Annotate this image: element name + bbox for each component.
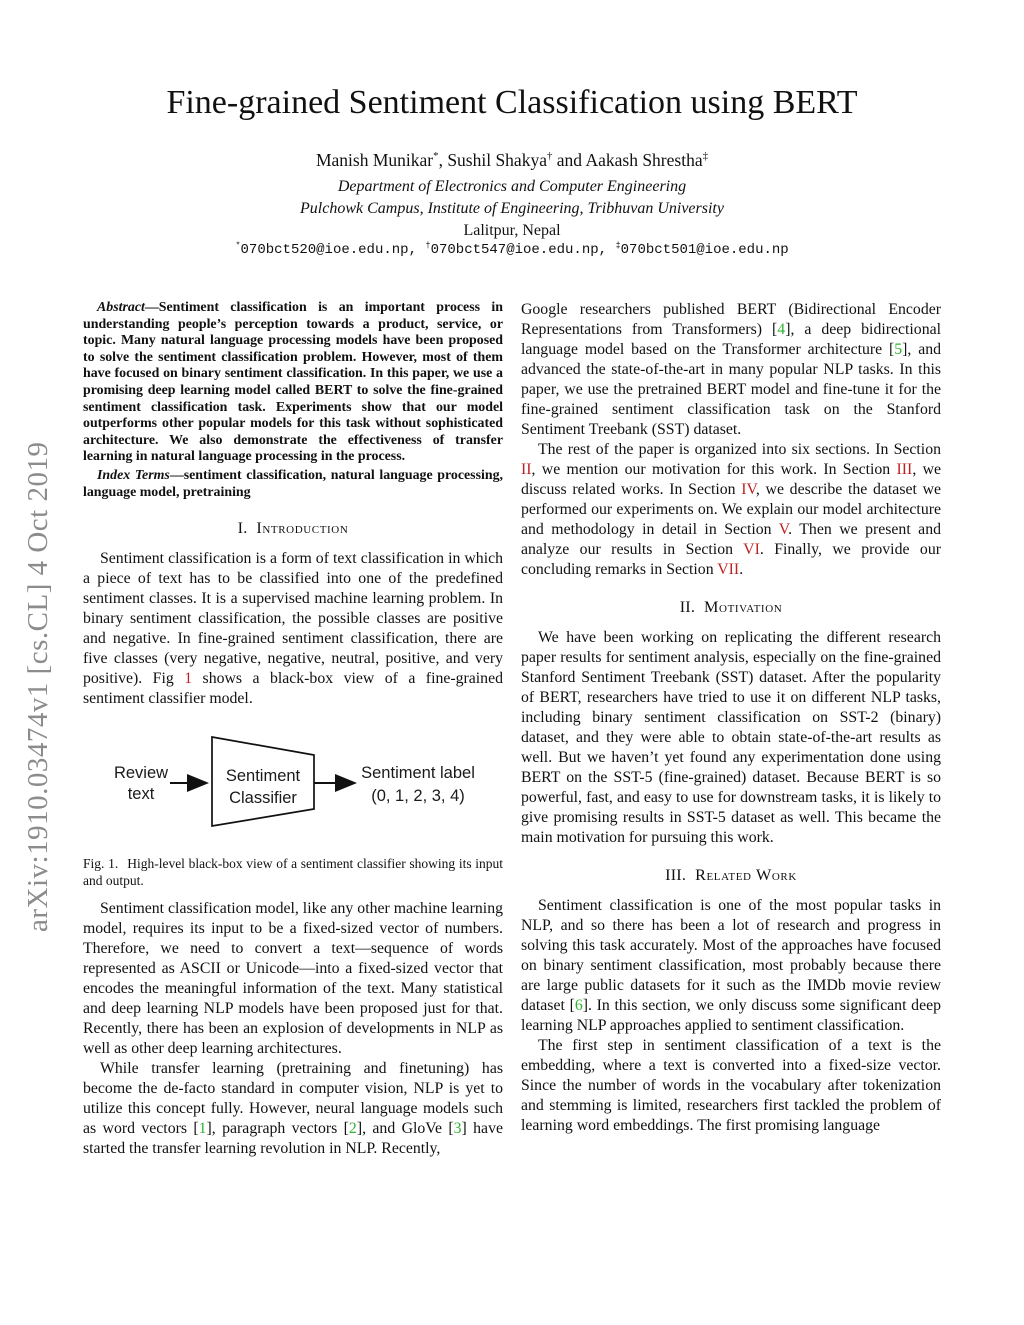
section-number: I. — [237, 519, 248, 538]
right-column — [521, 300, 941, 1136]
abstract-paragraph: Abstract—Sentiment classification is an important process in understanding people’s perception towards a product, service, or topic. Many natural language processing models have been proposed to solve the sentiment classification problem. However, most of them have focused on binary sentiment classification. In this paper, we use a promising deep learning model called BERT to solve the fine-grained sentiment classification task. Experiments show that our model outperforms other popular models for this task without sophisticated architecture. We also demonstrate the effectiveness of transfer learning in natural language processing in the process. — [83, 300, 503, 465]
section-title: Introduction — [256, 519, 349, 538]
intro-paragraph-4: Google researchers published BERT (Bidirectional Encoder Representations from Transformers) [4], a deep bidirectional language model based on the Transformer architecture [5], and advanced the state-of-the-art in many popular NLP tasks. In this paper, we use the pretrained BERT model and fine-tune it for the fine-grained sentiment classification task on the Stanford Sentiment Treebank (SST) dataset. — [521, 301, 941, 438]
paper-title: Fine-grained Sentiment Classification using BERT — [166, 84, 858, 121]
section-ref-link[interactable]: 1 — [184, 670, 193, 688]
figure-caption-text: High-level black-box view of a sentiment classifier showing its input and output. — [83, 856, 504, 889]
figure-input-label-line2: text — [127, 785, 155, 804]
section-heading-related-work — [521, 865, 941, 885]
citation-link[interactable]: 3 — [453, 1120, 462, 1138]
section-ref-link[interactable]: IV — [741, 481, 756, 498]
affiliation-location: Lalitpur, Nepal — [463, 222, 561, 239]
citation-link[interactable]: 6 — [574, 997, 583, 1014]
section-heading-introduction — [83, 518, 503, 538]
related-work-paragraph-1: Sentiment classification is one of the most popular tasks in NLP, and so there has been a lot of research and progress in solving this task accurately. Most of the approaches have focused on binary sentiment classification, most probably because there are large public datasets for it such as the IMDb movie review dataset [6]. In this section, we only discuss some significant deep learning NLP approaches applied to sentiment classification. — [521, 897, 941, 1034]
left-column — [83, 300, 503, 1159]
citation-link[interactable]: 2 — [348, 1120, 357, 1138]
author-names: Manish Munikar*, Sushil Shakya† and Aakash Shrestha‡ — [315, 150, 709, 170]
affiliation-institution: Pulchowk Campus, Institute of Engineering, Tribhuvan University — [300, 200, 724, 217]
paper-organization-paragraph: The rest of the paper is organized into six sections. In Section II, we mention our motivation for this work. In Section III, we discuss related works. In Section IV, we describe the dataset we performed our experiments on. We explain our model architecture and methodology in detail in Section V. Then we present and analyze our results in Section VI. Finally, we provide our concluding remarks in Section VII. — [521, 441, 941, 578]
figure-output-label-line1: Sentiment label — [361, 764, 475, 783]
intro-paragraph-2: Sentiment classification model, like any other machine learning model, requires its input to be a fixed-sized vector of numbers. Therefore, we need to convert a text—sequence of words represented as ASCII or Unicode—into a fixed-sized vector that encodes the meaningful information of the text. Many statistical and deep learning NLP models have been proposed just for that. Recently, there has been an explosion of developments in NLP as well as other deep learning architectures. — [83, 900, 503, 1058]
related-work-paragraph-2: The first step in sentiment classification of a text is the embedding, where a text is converted into a fixed-size vector. Since the number of words in the vocabulary after tokenization and stemming is limited, researchers first tackled the problem of learning word embeddings. The first promising language — [521, 1037, 941, 1134]
figure-box-label-line1: Sentiment — [225, 767, 301, 786]
section-ref-link[interactable]: VI — [743, 541, 760, 558]
figure-1 — [83, 725, 503, 889]
section-number: III. — [665, 866, 687, 884]
section-number: II. — [679, 598, 696, 616]
intro-paragraph-1: Sentiment classification is a form of text classification in which a piece of text has to be classified into one of the predefined sentiment classes. It is a supervised machine learning problem. In binary sentiment classification, the possible classes are positive and negative. In fine-grained sentiment classification, there are five classes (very negative, negative, neutral, positive, and very positive). Fig 1 shows a black-box view of a fine-grained sentiment classifier model. — [83, 550, 503, 708]
citation-link[interactable]: 1 — [198, 1120, 207, 1138]
figure-1-caption — [83, 855, 503, 889]
intro-paragraph-3: While transfer learning (pretraining and finetuning) has become the de-facto standard in computer vision, NLP is yet to utilize this concept fully. However, neural language models such as word vectors [1], paragraph vectors [2], and GloVe [3] have started the transfer learning revolution in NLP. Recently, — [83, 1060, 503, 1158]
section-ref-link[interactable]: III — [896, 461, 913, 478]
citation-link[interactable]: 5 — [894, 341, 903, 358]
figure-caption-number: Fig. 1. — [83, 856, 119, 872]
classifier-diagram — [83, 725, 503, 843]
arxiv-watermark: arXiv:1910.03474v1 [cs.CL] 4 Oct 2019 — [22, 441, 54, 932]
index-terms-paragraph: Index Terms—sentiment classification, natural language processing, language model, pretraining — [83, 467, 503, 500]
citation-link[interactable]: 4 — [777, 321, 786, 338]
section-title: Related Work — [695, 866, 797, 884]
section-ref-link[interactable]: V — [778, 521, 789, 538]
affiliation-department: Department of Electronics and Computer Engineering — [337, 178, 687, 195]
figure-box-label-line2: Classifier — [229, 789, 297, 808]
section-title: Motivation — [704, 598, 783, 616]
section-ref-link[interactable]: VII — [717, 561, 740, 578]
author-emails: *070bct520@ioe.edu.np, †070bct547@ioe.edu.np, ‡070bct501@ioe.edu.np — [235, 240, 789, 258]
figure-output-label-line2: (0, 1, 2, 3, 4) — [371, 787, 465, 806]
section-ref-link[interactable]: II — [521, 461, 532, 478]
motivation-paragraph: We have been working on replicating the different research paper results for sentiment analysis, especially on the fine-grained Stanford Sentiment Treebank (SST) dataset. After the popularity of BERT, researchers have tried to use it on different NLP tasks, including binary sentiment classification on SST-2 (binary) dataset, and they were able to obtain state-of-the-art results as well. But we haven’t yet found any experimentation done using BERT on the SST-5 (fine-grained) dataset. Because BERT is so powerful, fast, and easy to use for downstream tasks, it is likely to give promising results in SST-5 dataset as well. This became the main motivation for pursuing this work. — [521, 629, 941, 846]
figure-input-label-line1: Review — [113, 764, 169, 783]
section-heading-motivation — [521, 597, 941, 617]
